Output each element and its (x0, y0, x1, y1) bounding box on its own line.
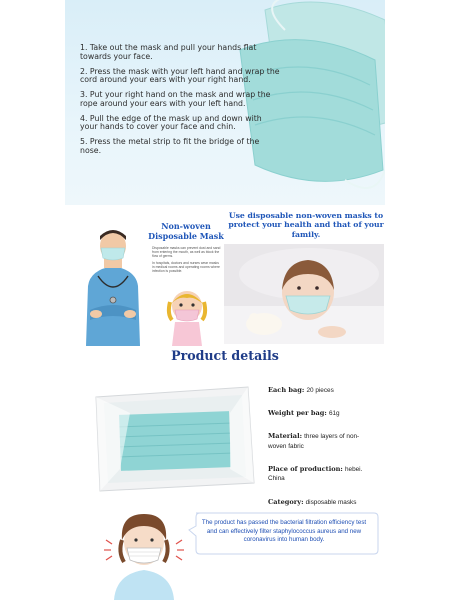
spec-label: Category: (268, 497, 304, 506)
spec-value: 61g (328, 410, 340, 418)
spec-weight (268, 409, 368, 419)
spec-value: hebei. China (268, 465, 363, 483)
spec-material (268, 432, 368, 451)
filtration-statement: The product has passed the bacterial filtration efficiency test and can effectively filter staphylococcus aureus and new coronavirus into human body. (201, 519, 367, 543)
step-5: 5. Press the metal strip to fit the bridge of the nose. (80, 137, 260, 155)
product-name: Non-woven Disposable Mask (148, 221, 224, 241)
spec-each-bag (268, 386, 368, 396)
description-paragraph: In hospitals, doctors and nurses wear masks in medical rooms and operating rooms where infection is possible. (152, 260, 220, 274)
spec-label: Each bag: (268, 386, 305, 394)
product-specs (268, 386, 368, 521)
spec-label: Place of production: (268, 464, 343, 473)
product-description (152, 246, 222, 275)
step-4: 4. Pull the edge of the mask up and down with your hands to cover your face and chin. (80, 113, 262, 132)
description-paragraph: Disposable masks can prevent dust and sand from entering the mouth, as well as block the flow of germs. (152, 246, 221, 259)
wearing-instructions-panel (65, 0, 385, 205)
spec-place (268, 465, 368, 484)
cartoon-kid-mask-icon (164, 286, 210, 346)
step-2: 2. Press the mask with your left hand and wrap the cord around your ears with your right hand. (80, 66, 280, 85)
step-1: 1. Take out the mask and pull your hands flat towards your face. (80, 43, 257, 61)
doctor-illustration (78, 214, 148, 346)
spec-value: disposable masks (305, 498, 357, 506)
spec-label: Material: (268, 432, 303, 441)
product-details-heading: Product details (171, 348, 279, 363)
person-wearing-mask-illustration (100, 504, 188, 600)
child-in-bed-photo (224, 244, 384, 344)
spec-category (268, 498, 368, 508)
instruction-steps (80, 44, 280, 162)
spec-value: 20 pieces (306, 387, 334, 394)
promo-headline: Use disposable non-woven masks to protect your health and that of your family. (228, 211, 384, 239)
step-3: 3. Put your right hand on the mask and wrap the rope around your ears with your left hand. (80, 90, 271, 108)
spec-value: three layers of non-woven fabric (268, 433, 360, 450)
promo-section (78, 208, 384, 346)
mask-package-photo (90, 383, 255, 493)
spec-label: Weight per bag: (268, 409, 327, 418)
